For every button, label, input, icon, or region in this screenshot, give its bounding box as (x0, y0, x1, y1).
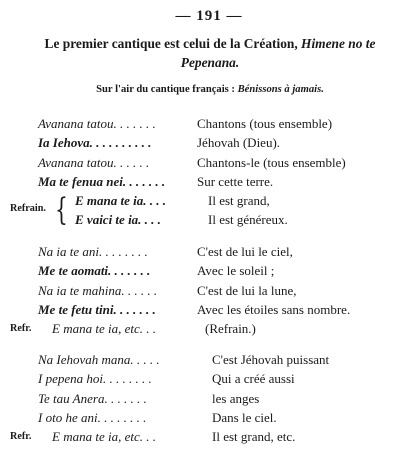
french-text: (Refrain.) (205, 321, 256, 337)
tahitian-text: Avanana tatou. . . . . . (38, 154, 150, 170)
verse-line (0, 369, 418, 388)
refrain-block (0, 191, 418, 231)
french-text: C'est Jéhovah puissant (212, 352, 330, 367)
verse-line (0, 350, 418, 369)
french-text: Il est grand, etc. (212, 429, 296, 445)
french-text: les anges (212, 390, 260, 406)
french-text: Chantons (tous ensemble) (197, 116, 333, 131)
verse-3 (0, 350, 418, 446)
french-text: Il est généreux. (208, 212, 288, 228)
french-text: Il est grand, (208, 193, 270, 209)
refr-tag: Refr. (10, 431, 32, 443)
subheading-text: Sur l'air du cantique français : (96, 84, 238, 95)
verse-2 (0, 242, 418, 338)
tahitian-text: E mana te ia. . . . (75, 193, 167, 209)
tahitian-text: E mana te ia, etc. . . (52, 321, 156, 337)
tahitian-text: Avanana tatou. . . . . . . (38, 116, 156, 131)
refr-line (0, 319, 418, 338)
verse-line (0, 261, 418, 280)
refrain-line (0, 210, 418, 229)
verse-line (0, 153, 418, 172)
tahitian-text: Na Iehovah mana. . . . . (38, 352, 160, 367)
verse-line (0, 114, 418, 133)
french-text: Sur cette terre. (197, 173, 274, 189)
tahitian-text: Me te aomati. . . . . . . (38, 263, 151, 279)
tahitian-text: I oto he ani. . . . . . . . (38, 409, 147, 425)
tahitian-text: Me te fetu tini. . . . . . . (38, 301, 156, 317)
verse-line (0, 408, 418, 427)
tahitian-text: Ia Iehova. . . . . . . . . . (38, 135, 152, 151)
heading-italic: Himene no te Pepenana. (180, 36, 376, 70)
refrain-tag: Refrain. (10, 203, 46, 215)
verse-1 (0, 114, 418, 231)
verse-line (0, 172, 418, 191)
tahitian-text: E mana te ia, etc. . . (52, 429, 156, 445)
refr-line (0, 427, 418, 446)
french-text: Avec le soleil ; (197, 263, 275, 279)
french-text: Dans le ciel. (212, 409, 277, 425)
verse-line (0, 300, 418, 319)
french-text: Chantons-le (tous ensemble) (197, 154, 346, 170)
french-text: Jéhovah (Dieu). (197, 135, 281, 151)
refrain-brace: { (55, 192, 68, 229)
refrain-line (0, 191, 418, 210)
french-text: C'est de lui le ciel, (197, 244, 293, 259)
french-text: Avec les étoiles sans nombre. (197, 301, 351, 317)
subheading-italic: Bénissons à jamais. (237, 84, 324, 95)
tahitian-text: E vaici te ia. . . . (75, 212, 161, 228)
page-subheading (20, 84, 400, 95)
verse-line (0, 281, 418, 300)
verse-line (0, 242, 418, 261)
tahitian-text: Ma te fenua nei. . . . . . . (38, 173, 166, 189)
verse-line (0, 389, 418, 408)
page-number: — 191 — (175, 8, 243, 24)
french-text: Qui a créé aussi (212, 371, 295, 387)
verse-line (0, 133, 418, 152)
page-heading (20, 34, 400, 72)
tahitian-text: Na ia te ani. . . . . . . . (38, 244, 148, 259)
tahitian-text: Na ia te mahina. . . . . . (38, 282, 158, 298)
tahitian-text: Te tau Anera. . . . . . . (38, 390, 147, 406)
french-text: C'est de lui la lune, (197, 282, 297, 298)
refr-tag: Refr. (10, 323, 32, 335)
heading-text: Le premier cantique est celui de la Création, (44, 36, 302, 51)
tahitian-text: I pepena hoi. . . . . . . . (38, 371, 152, 387)
